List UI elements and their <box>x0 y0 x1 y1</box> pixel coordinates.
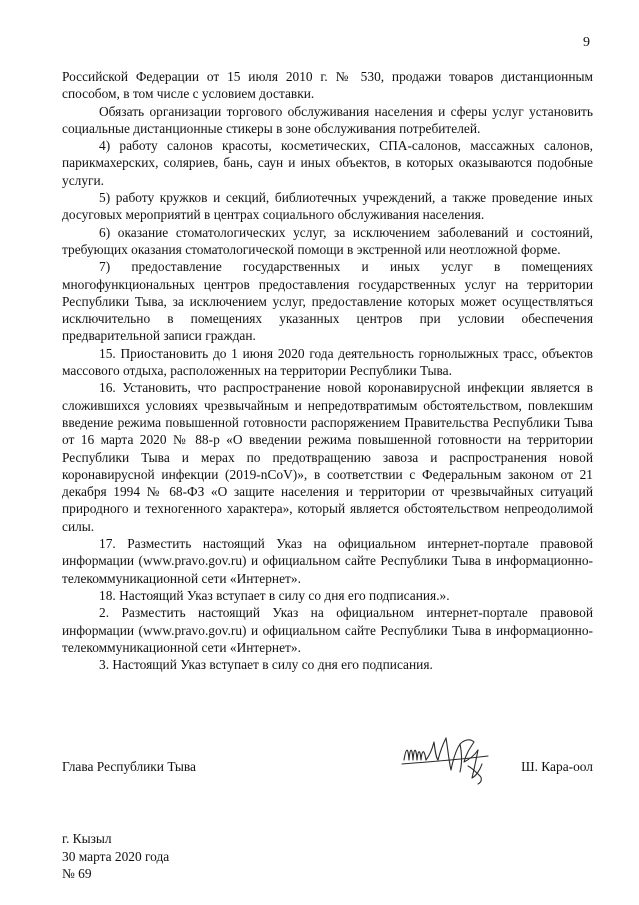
date: 30 марта 2020 года <box>62 848 170 864</box>
paragraph: 6) оказание стоматологических услуг, за исключением заболеваний и состояний, требующих оказания стоматологической помощи в экстренной или неотложной форме. <box>62 224 593 257</box>
paragraph: 15. Приостановить до 1 июня 2020 года деятельность горнолыжных трасс, объектов массового отдыха, расположенных на территории Республики Тыва. <box>62 345 593 379</box>
paragraph: Российской Федерации от 15 июля 2010 г. № 530, продажи товаров дистанционным способом, в том числе с условием доставки. <box>62 69 593 102</box>
paragraph: 7) предоставление государственных и иных услуг в помещениях многофункциональных центров предоставления государственных услуг на территории Республики Тыва, за исключением услуг, предоставление которых может осуществляться исключительно в помещениях указанных центров при условии обеспечения предварительной записи граждан. <box>62 259 593 344</box>
paragraph: 17. Разместить настоящий Указ на официальном интернет-портале правовой информации (www.pravo.gov.ru) и официальном сайте Республики Тыва в информационно-телекоммуникационной сети «Интернет». <box>62 536 593 586</box>
paragraph: 2. Разместить настоящий Указ на официальном интернет-портале правовой информации (www.pravo.gov.ru) и официальном сайте Республики Тыва в информационно-телекоммуникационной сети «Интернет». <box>62 605 593 655</box>
paragraph: 16. Установить, что распространение новой коронавирусной инфекции является в сложившихся условиях чрезвычайным и непредотвратимым обстоятельством, повлекшим введение режима повышенной готовности распоряжением Правительства Республики Тыва от 16 марта 2020 № 88-р «О введении режима повышенной готовности на территории Республики Тыва и мерах по предотвращению завоза и распространения новой коронавирусной инфекции (2019-nCoV)», в соответствии с Федеральным законом от 21 декабря 1994 № 68-ФЗ «О защите населения и территории от чрезвычайных ситуаций природного и техногенного характера», который является обстоятельством непреодолимой силы. <box>62 380 593 534</box>
document-number: № 69 <box>62 866 92 881</box>
paragraph: 18. Настоящий Указ вступает в силу со дня его подписания.». <box>99 587 450 603</box>
signatory-position: Глава Республики Тыва <box>62 759 196 774</box>
document-body <box>62 68 593 673</box>
page-number: 9 <box>583 35 590 50</box>
signature-block <box>62 758 593 780</box>
paragraph: 3. Настоящий Указ вступает в силу со дня его подписания. <box>99 657 433 673</box>
city: г. Кызыл <box>62 831 112 846</box>
paragraph: 5) работу кружков и секций, библиотечных учреждений, а также проведение иных досуговых мероприятий в центрах социального обслуживания населения. <box>62 190 593 223</box>
place-and-date <box>62 830 169 883</box>
paragraph: 4) работу салонов красоты, косметических, СПА-салонов, массажных салонов, парикмахерских, соляриев, бань, саун и иных объектов, в которых оказываются подобные услуги. <box>62 138 593 188</box>
paragraph: Обязать организации торгового обслуживания населения и сферы услуг установить социальные дистанционные стикеры в зоне обслуживания потребителей. <box>62 103 593 136</box>
signatory-name: Ш. Кара-оол <box>521 759 593 774</box>
